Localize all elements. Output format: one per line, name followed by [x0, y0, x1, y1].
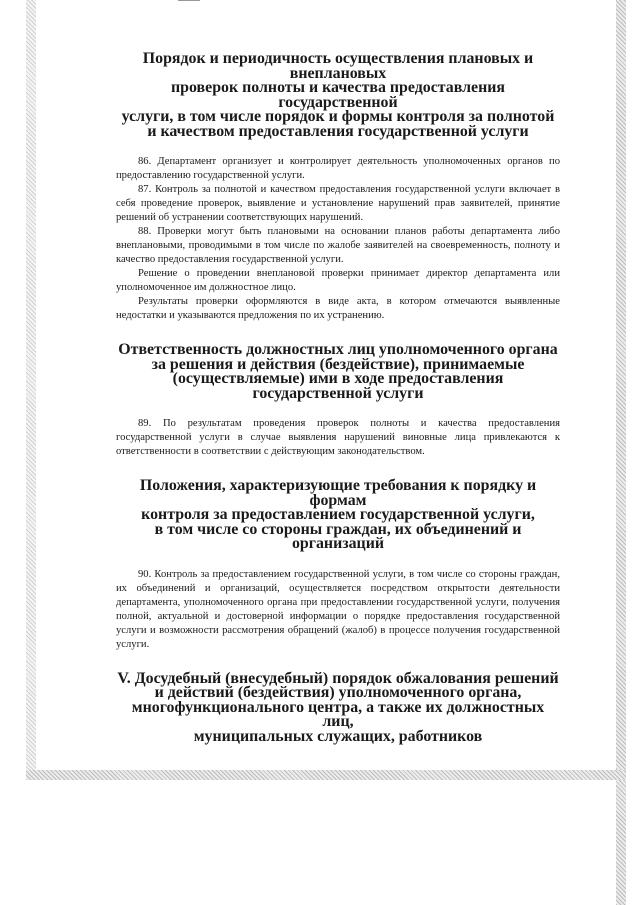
heading-line: в том числе со стороны граждан, их объединений и организаций — [154, 520, 522, 552]
heading-line: и действий (бездействия) уполномоченного органа, — [154, 684, 522, 701]
heading-line: (осуществляемые) ими в ходе предоставления — [172, 370, 504, 387]
section-heading-control-order — [116, 52, 560, 139]
section-heading-citizen-control — [116, 479, 560, 552]
paragraph-88: 88. Проверки могут быть плановыми на основании планов работы департамента либо внеплановыми, проводимыми в том числе по жалобе заявителей на своевременность, полноту и качество предоставления государственной услуги. — [116, 226, 560, 265]
section-heading-responsibility — [116, 343, 560, 401]
document-page — [116, 52, 560, 744]
heading-line: государственной услуги — [252, 384, 424, 402]
paragraph-90: 90. Контроль за предоставлением государственной услуги, в том числе со стороны граждан, их объединений и организаций, осуществляется посредством открытости деятельности департамента, уполномоченного органа при предоставлении государственной услуги, получения полной, актуальной и достоверной информации о порядке предоставления государственной услуги и возможности рассмотрения обращений (жалоб) в процессе получения государственной услуги. — [116, 568, 560, 650]
paragraph-check-results: Результаты проверки оформляются в виде акта, в котором отмечаются выявленные недостатки и указываются предложения по их устранению. — [116, 296, 560, 321]
heading-line: за решения и действия (бездействие), принимаемые — [151, 355, 525, 373]
scan-border-left — [26, 0, 36, 780]
scan-top-mark — [178, 0, 200, 4]
scan-border-bottom — [26, 770, 626, 780]
paragraph-unplanned-check: Решение о проведении внеплановой проверки принимает директор департамента или уполномоченное им должностное лицо. — [116, 268, 560, 293]
heading-line: V. Досудебный (внесудебный) порядок обжалования решений — [117, 669, 559, 687]
heading-line: муниципальных служащих, работников — [193, 727, 483, 745]
heading-line: контроля за предоставлением государственной услуги, — [141, 506, 535, 523]
heading-line: проверок полноты и качества предоставления государственной — [171, 79, 505, 111]
heading-line: многофункционального центра, а также их должностных лиц, — [131, 698, 545, 730]
paragraph-87: 87. Контроль за полнотой и качеством предоставления государственной услуги включает в себя проведение проверок, выявление и установление нарушений прав заявителей, принятие решений об устранении соответствующих нарушений. — [116, 184, 560, 223]
heading-line: Порядок и периодичность осуществления плановых и внеплановых — [142, 50, 534, 82]
section-heading-pretrial-appeal — [116, 669, 560, 745]
heading-line: и качеством предоставления государственной услуги — [147, 122, 529, 140]
paragraph-89: 89. По результатам проведения проверок полноты и качества предоставления государственной услуги в случае выявления нарушений виновные лица привлекаются к ответственности в соответствии с действующим законодательством. — [116, 418, 560, 457]
heading-line: Ответственность должностных лиц уполномоченного органа — [118, 341, 558, 358]
paragraph-86: 86. Департамент организует и контролирует деятельность уполномоченных органов по предоставлению государственной услуги. — [116, 156, 560, 181]
heading-line: услуги, в том числе порядок и формы контроля за полнотой — [121, 108, 555, 125]
heading-line: Положения, характеризующие требования к порядку и формам — [139, 477, 537, 509]
